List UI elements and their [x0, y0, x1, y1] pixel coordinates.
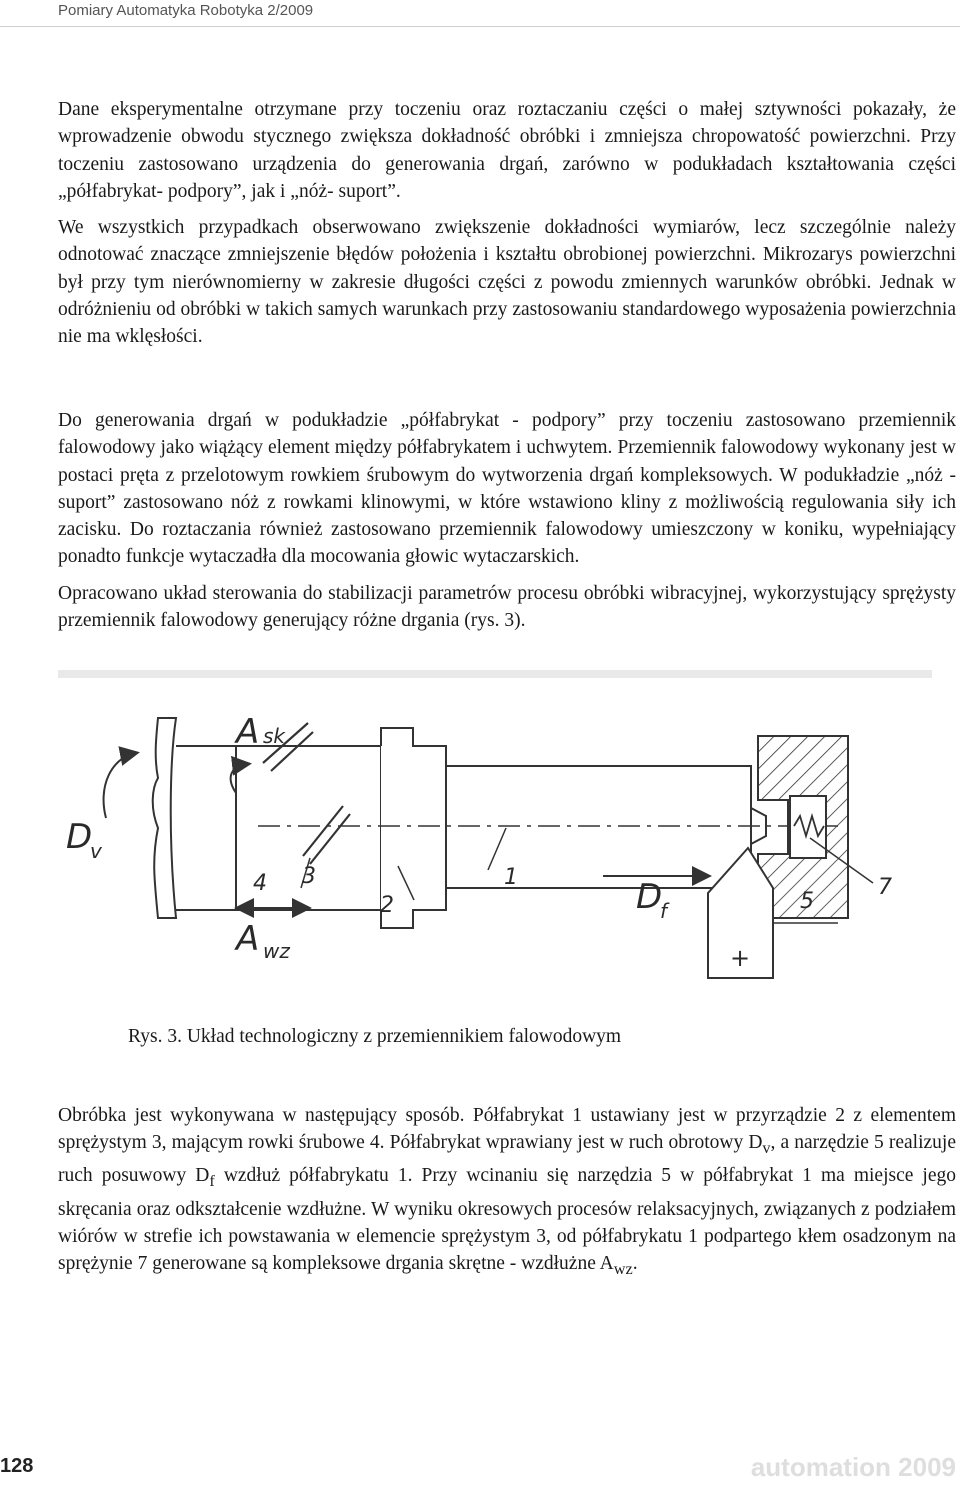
top-text-block	[58, 96, 956, 360]
label-d-f: D	[636, 877, 663, 917]
paragraph-5-part-3: wzdłuż półfabrykatu 1. Przy wcinaniu się narzędzia 5 w półfabrykat 1 ma miejsce jego skręcania oraz odkształcenie wzdłużne. W wyniku okresowych procesów relaksacyjnych, związanych z podziałem wiórów w strefie ich powstawania w elemencie sprężystym 3, od półfabrykatu 1 podpartego kłem osadzonym na sprężynie 7 generowane są kompleksowe drgania skrętne - wzdłużne A	[58, 1165, 957, 1275]
journal-header: Pomiary Automatyka Robotyka 2/2009	[58, 2, 314, 19]
figure-top-band	[58, 670, 932, 678]
page-number: 128	[0, 1455, 34, 1477]
bottom-text-block	[58, 1102, 956, 1292]
label-1: 1	[504, 865, 518, 890]
chuck-front	[176, 746, 236, 910]
subscript-wz: wz	[613, 1260, 633, 1279]
header-divider	[0, 26, 960, 27]
label-4: 4	[253, 871, 267, 896]
subscript-v: v	[762, 1139, 771, 1158]
footer-brand: automation 2009	[750, 1452, 956, 1482]
label-d-f-sub: f	[660, 899, 668, 923]
paragraph-5-part-2: , a narzędzie 5 realizuje ruch posuwowy D	[58, 1132, 956, 1187]
label-d-v: D	[66, 817, 93, 857]
paragraph-5-part-4: .	[632, 1253, 638, 1275]
label-a-sk: A	[236, 712, 260, 752]
figure-caption: Rys. 3. Układ technologiczny z przemiennikiem falowodowym	[128, 1026, 622, 1047]
label-plus: +	[730, 944, 751, 972]
label-d-v-sub: v	[90, 839, 102, 863]
label-a-wz: A	[236, 919, 260, 959]
technological-system-drawing	[58, 688, 932, 1018]
middle-text-block	[58, 407, 956, 643]
label-a-sk-sub: sk	[263, 724, 286, 748]
paragraph-2: We wszystkich przypadkach obserwowano zwiększenie dokładności wymiarów, lecz szczególnie należy odnotować znaczące zmniejszenie błędów położenia i kształtu obrobionej powierzchni. Mikrozarys powierzchni był przy tym nierównomierny w zakresie długości części z powodu zmiennych warunków obróbki. Jednak w odróżnieniu od obróbki w takich samych warunkach przy zastosowaniu standardowego wyposażenia powierzchnia nie ma wklęsłości.	[58, 217, 956, 348]
figure-diagram	[58, 670, 932, 1020]
label-a-wz-sub: wz	[263, 939, 290, 963]
label-2: 2	[380, 893, 394, 918]
subscript-f: f	[209, 1172, 215, 1191]
label-3: 3	[302, 864, 316, 889]
paragraph-3: Do generowania drgań w podukładzie „półfabrykat - podpory” przy toczeniu zastosowano przemiennik falowodowy jako wiążący element między półfabrykatem i uchwytem. Przemiennik falowodowy wykonany jest w postaci pręta z przelotowym rowkiem śrubowym do wytworzenia drgań kompleksowych. W podukładzie „nóż - suport” zastosowano nóż z rowkami klinowymi, w które wstawiono kliny z możliwością regulowania siły ich zacisku. Do roztaczania również zastosowano przemiennik falowodowy umieszczony w koniku, wypełniający ponadto funkcje wytaczadła dla mocowania głowic wytaczarskich.	[58, 410, 956, 568]
paragraph-1: Dane eksperymentalne otrzymane przy toczeniu oraz roztaczaniu części o małej sztywności pokazały, że wprowadzenie obwodu stycznego zwiększa dokładność obróbki i zmniejsza chropowatość powierzchni. Przy toczeniu zastosowano urządzenia do generowania drgań, zarówno w podukładach kształtowania części „półfabrykat- podpory”, jak i „nóż- suport”.	[58, 99, 956, 202]
paragraph-5-part-1: Obróbka jest wykonywana w następujący sposób. Półfabrykat 1 ustawiany jest w przyrządzie 2 z elementem sprężystym 3, mającym rowki śrubowe 4. Półfabrykat wprawiany jest w ruch obrotowy D	[58, 1105, 956, 1154]
label-7: 7	[878, 875, 892, 900]
rotation-arrow	[104, 753, 136, 818]
label-5: 5	[800, 889, 814, 914]
paragraph-4: Opracowano układ sterowania do stabilizacji parametrów procesu obróbki wibracyjnej, wykorzystujący sprężysty przemiennik falowodowy generujący różne drgania (rys. 3).	[58, 582, 956, 632]
chuck-body	[153, 718, 176, 918]
workpiece-shaft	[446, 766, 751, 888]
paragraph-5	[58, 1102, 956, 1283]
